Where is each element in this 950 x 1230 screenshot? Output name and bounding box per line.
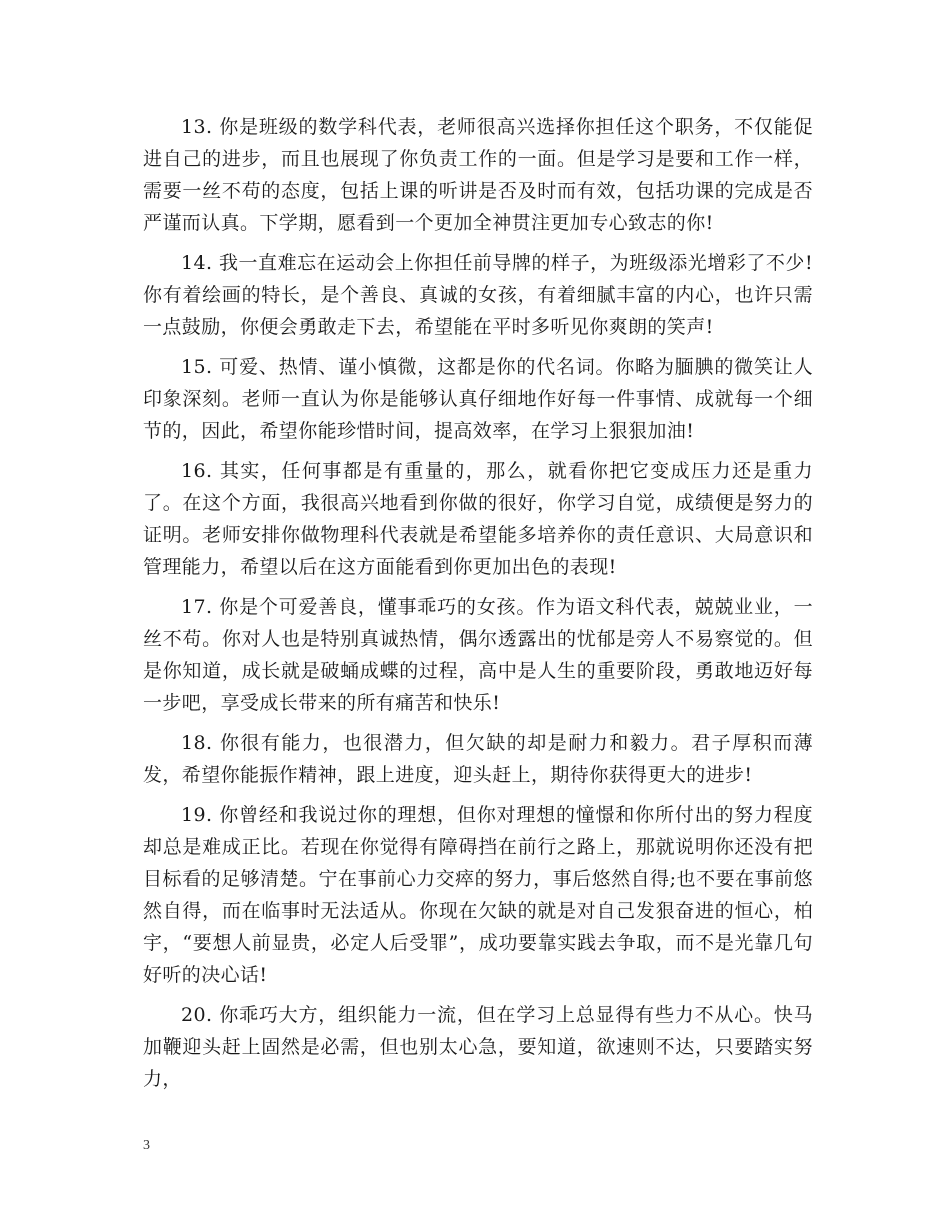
paragraph-20: 20. 你乖巧大方，组织能力一流，但在学习上总显得有些力不从心。快马加鞭迎头赶上固然是必需，但也别太心急，要知道，欲速则不达，只要踏实努力， — [143, 1004, 813, 1090]
paragraph-17: 17. 你是个可爱善良，懂事乖巧的女孩。作为语文科代表，兢兢业业，一丝不苟。你对人也是特别真诚热情，偶尔透露出的忧郁是旁人不易察觉的。但是你知道，成长就是破蛹成蝶的过程，高中是人生的重要阶段，勇敢地迈好每一步吧，享受成长带来的所有痛苦和快乐! — [143, 596, 813, 714]
paragraph-13: 13. 你是班级的数学科代表，老师很高兴选择你担任这个职务，不仅能促进自己的进步，而且也展现了你负责工作的一面。但是学习是要和工作一样，需要一丝不苟的态度，包括上课的听讲是否及时而有效，包括功课的完成是否严谨而认真。下学期，愿看到一个更加全神贯注更加专心致志的你! — [143, 116, 813, 234]
paragraph-18: 18. 你很有能力，也很潜力，但欠缺的却是耐力和毅力。君子厚积而薄发，希望你能振作精神，跟上进度，迎头赶上，期待你获得更大的进步! — [143, 732, 813, 786]
document-body — [143, 111, 813, 1095]
paragraph-19: 19. 你曾经和我说过你的理想，但你对理想的憧憬和你所付出的努力程度却总是难成正比。若现在你觉得有障碍挡在前行之路上，那就说明你还没有把目标看的足够清楚。宁在事前心力交瘁的努力，事后悠然自得;也不要在事前悠然自得，而在临事时无法适从。你现在欠缺的就是对自己发狠奋进的恒心，柏宇，“要想人前显贵，必定人后受罪”，成功要靠实践去争取，而不是光靠几句好听的决心话! — [143, 804, 813, 986]
paragraph-14: 14. 我一直难忘在运动会上你担任前导牌的样子，为班级添光增彩了不少!你有着绘画的特长，是个善良、真诚的女孩，有着细腻丰富的内心，也许只需一点鼓励，你便会勇敢走下去，希望能在平时多听见你爽朗的笑声! — [143, 252, 813, 338]
paragraph-16: 16. 其实，任何事都是有重量的，那么，就看你把它变成压力还是重力了。在这个方面，我很高兴地看到你做的很好，你学习自觉，成绩便是努力的证明。老师安排你做物理科代表就是希望能多培养你的责任意识、大局意识和管理能力，希望以后在这方面能看到你更加出色的表现! — [143, 460, 813, 578]
paragraph-15: 15. 可爱、热情、谨小慎微，这都是你的代名词。你略为腼腆的微笑让人印象深刻。老师一直认为你是能够认真仔细地作好每一件事情、成就每一个细节的，因此，希望你能珍惜时间，提高效率，在学习上狠狠加油! — [143, 356, 813, 442]
page-number: 3 — [143, 1138, 150, 1153]
